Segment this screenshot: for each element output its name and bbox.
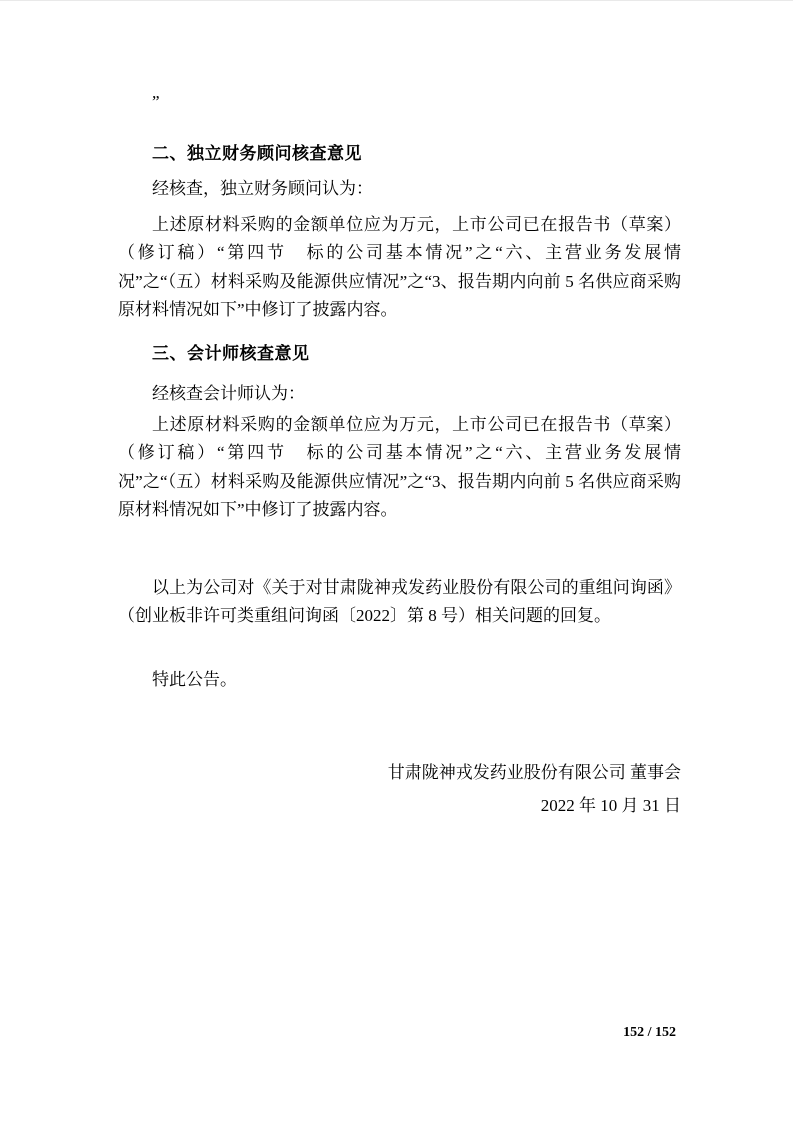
section-body-independent-financial-advisor: 上述原材料采购的金额单位应为万元，上市公司已在报告书（草案）（修订稿）“第四节 标的公司基本情况”之“六、主营业务发展情况”之“（五）材料采购及能源供应情况”之“3、报告期内向前 5 名供应商采购原材料情况如下”中修订了披露内容。 <box>118 214 681 319</box>
section-intro-independent-financial-advisor: 经核查，独立财务顾问认为： <box>152 179 373 198</box>
closing-paragraph: 以上为公司对《关于对甘肃陇神戎发药业股份有限公司的重组问询函》（创业板非许可类重组问询函〔2022〕第 8 号）相关问题的回复。 <box>118 577 681 625</box>
company-signature: 甘肃陇神戎发药业股份有限公司 董事会 <box>387 763 681 782</box>
announcement-line: 特此公告。 <box>152 669 237 689</box>
section-body-accountant: 上述原材料采购的金额单位应为万元，上市公司已在报告书（草案）（修订稿）“第四节 标的公司基本情况”之“六、主营业务发展情况”之“（五）材料采购及能源供应情况”之“3、报告期内向前 5 名供应商采购原材料情况如下”中修订了披露内容。 <box>118 414 681 519</box>
page-number: 152 / 152 <box>623 1025 676 1040</box>
section-intro-accountant: 经核查会计师认为： <box>152 384 305 403</box>
closing-quote-mark: ” <box>152 92 160 111</box>
section-heading-accountant: 三、会计师核查意见 <box>152 343 310 363</box>
section-heading-independent-financial-advisor: 二、独立财务顾问核查意见 <box>152 143 362 163</box>
signature-date: 2022 年 10 月 31 日 <box>540 795 681 815</box>
